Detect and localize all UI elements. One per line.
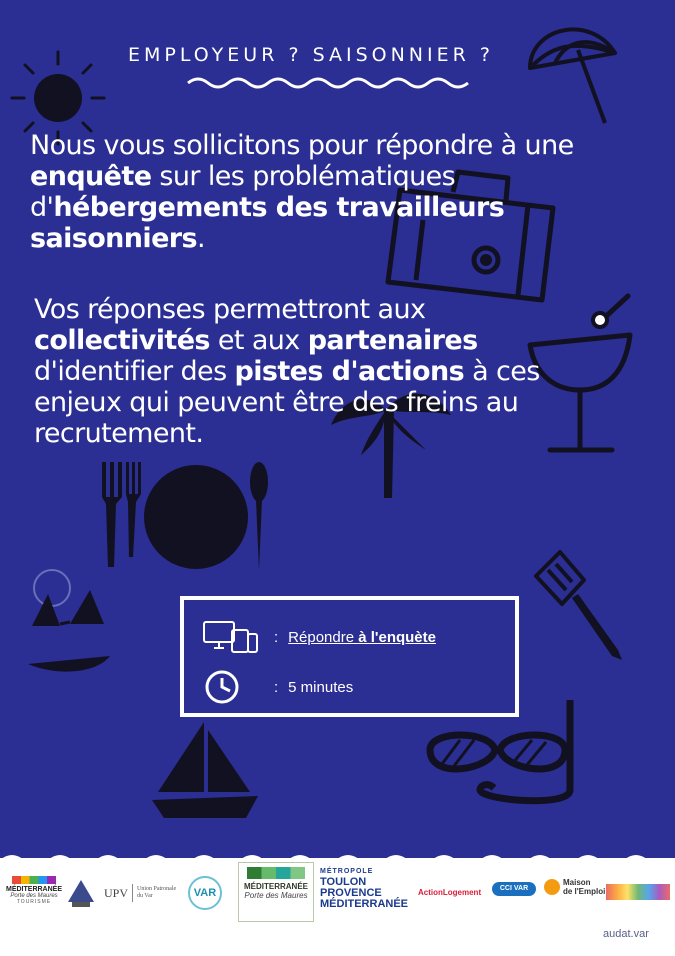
logo-colorful-banner xyxy=(606,884,670,900)
logo-cci: CCI VAR xyxy=(492,882,536,896)
survey-link-prefix: Répondre xyxy=(288,628,359,646)
intro-text-1: Nous vous sollicitons pour répondre à une xyxy=(30,130,574,161)
intro-bold-1: enquête xyxy=(30,161,152,192)
logo-metropole: MÉTROPOLE TOULON PROVENCE MÉDITERRANÉE xyxy=(320,868,409,910)
purpose-paragraph xyxy=(34,294,594,449)
bottom-strip xyxy=(0,926,675,956)
logo-mediterranee-tourisme: MÉDITERRANÉE Porte des Maures TOURISME xyxy=(6,876,62,905)
intro-text-3: . xyxy=(196,223,205,254)
parasol-icon xyxy=(520,8,620,128)
purpose-bold-1: collectivités xyxy=(34,325,210,356)
duration-value: 5 minutes xyxy=(288,678,354,696)
logo-mediterranee-porte: MÉDITERRANÉE Porte des Maures xyxy=(238,862,314,922)
purpose-text-2: et aux xyxy=(209,325,308,356)
devices-icon xyxy=(202,618,260,656)
survey-link[interactable] xyxy=(288,629,436,646)
logo-upv: UPV Union Patronale du Var xyxy=(104,884,177,902)
separator-2: : xyxy=(274,678,279,696)
clock-icon xyxy=(202,668,242,706)
purpose-text-4: à ces enjeux qui peuvent être des freins au recrutement. xyxy=(34,356,540,449)
logo-maison-emploi: Maison de l'Emploi xyxy=(544,878,605,896)
survey-link-row xyxy=(202,618,436,656)
sailboat-icon xyxy=(150,714,262,826)
separator-1: : xyxy=(274,628,279,646)
title-underline-wave xyxy=(186,76,476,90)
bikini-icon xyxy=(26,566,118,686)
cutlery-plate-icon xyxy=(96,452,271,572)
partner-logos-footer xyxy=(0,858,675,926)
logo-triangle xyxy=(66,878,96,913)
survey-info-box xyxy=(180,596,519,717)
purpose-text-1: Vos réponses permettront aux xyxy=(34,294,426,325)
purpose-bold-3: pistes d'actions xyxy=(234,356,465,387)
duration-row xyxy=(202,668,353,706)
survey-link-bold: à l'enquète xyxy=(358,628,436,646)
intro-paragraph xyxy=(30,130,610,254)
intro-text-2: sur les problématiques d' xyxy=(30,161,456,223)
audat-logo: audat.var xyxy=(603,928,649,940)
intro-bold-2: hébergements des travailleurs saisonniers xyxy=(30,192,505,254)
logo-var: VAR xyxy=(188,876,222,910)
purpose-text-3: d'identifier des xyxy=(34,356,235,387)
logo-action-logement: ActionLogement xyxy=(418,888,482,897)
purpose-bold-2: partenaires xyxy=(307,325,478,356)
spatula-icon xyxy=(528,548,628,668)
poster-title: EMPLOYEUR ? SAISONNIER ? xyxy=(128,44,494,66)
